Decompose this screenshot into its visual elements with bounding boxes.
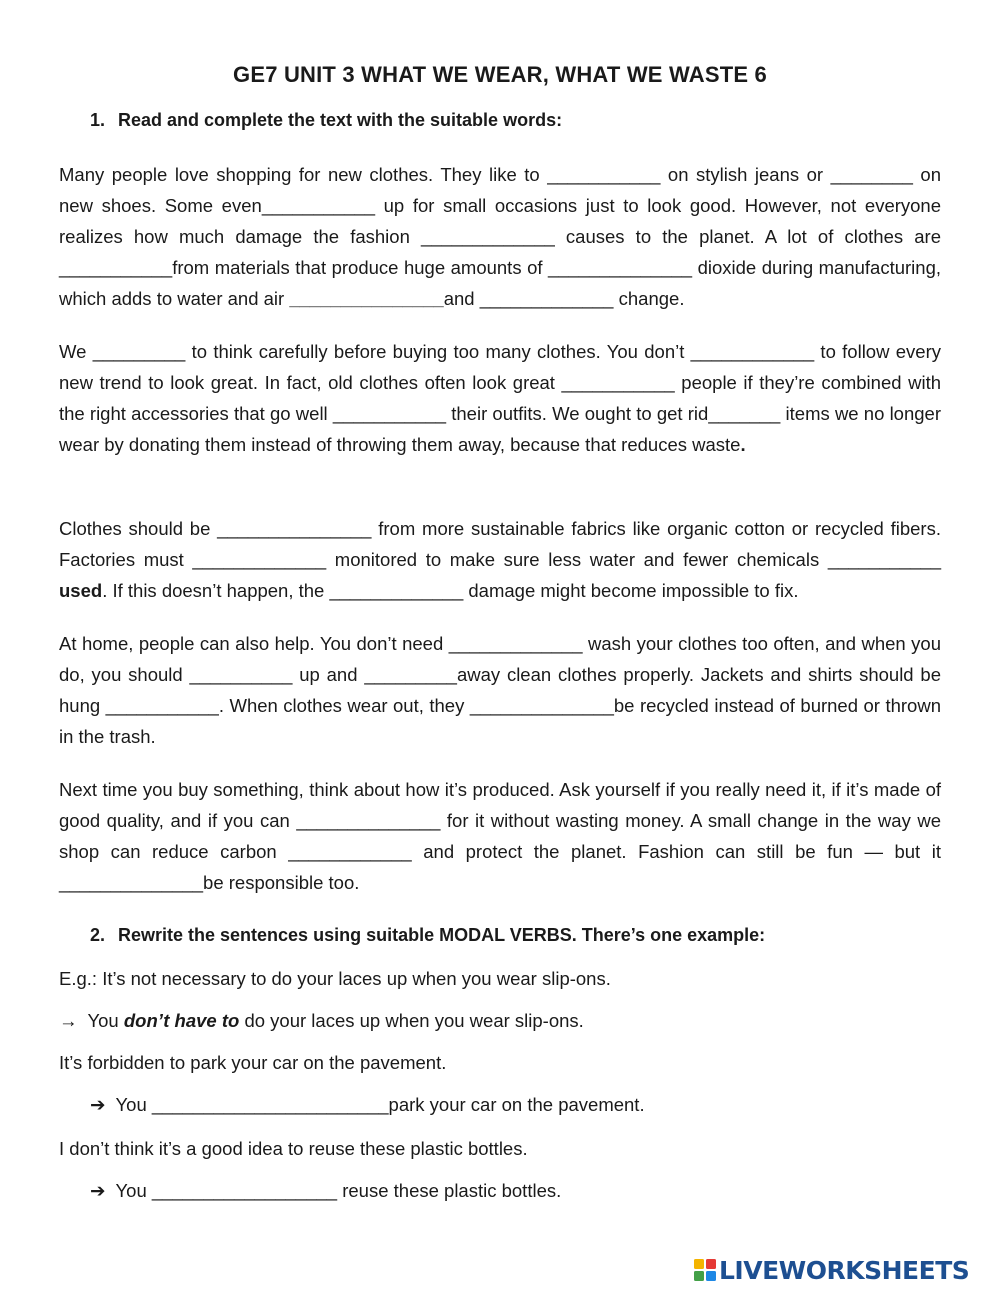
fill-in-blank[interactable]: ______________ bbox=[59, 871, 204, 893]
paragraph-text: on stylish jeans or bbox=[660, 164, 831, 185]
exercise-2-prefix: You bbox=[115, 1180, 152, 1201]
exercise-1-blank[interactable]: _______________________ bbox=[151, 1094, 389, 1115]
exercise-1-prefix: You bbox=[115, 1094, 152, 1115]
example-answer-suffix: do your laces up when you wear slip-ons. bbox=[239, 1010, 584, 1031]
liveworksheets-logo-icon bbox=[693, 1258, 717, 1282]
fill-in-blank[interactable]: ___________ bbox=[332, 402, 447, 424]
section-2-heading-text: Rewrite the sentences using suitable MODAL VERBS. There’s one example: bbox=[118, 925, 766, 945]
fill-in-blank[interactable]: _________ bbox=[364, 663, 457, 685]
section-1-number: 1. bbox=[90, 110, 106, 130]
exercise-1-suffix: park your car on the pavement. bbox=[388, 1094, 645, 1115]
fill-in-blank[interactable]: _____________ bbox=[448, 633, 583, 654]
section-1-heading-text: Read and complete the text with the suitable words: bbox=[118, 110, 563, 130]
section-2-heading bbox=[90, 925, 765, 946]
fill-in-blank[interactable]: ___________ bbox=[261, 194, 375, 216]
paragraph-text: dioxide during manufacturing, which adds to water and air bbox=[59, 256, 941, 309]
fill-in-blank[interactable]: ________ bbox=[830, 164, 913, 185]
fill-in-blank[interactable]: ___________ bbox=[59, 256, 173, 278]
fill-in-blank[interactable]: ______________ bbox=[548, 256, 693, 278]
paragraph-5 bbox=[59, 775, 941, 899]
fill-in-blank[interactable]: _____________ bbox=[479, 287, 614, 309]
example-answer-prefix: You bbox=[87, 1010, 124, 1031]
paragraph-text: wash your clothes too often, and when you do, you should bbox=[59, 633, 941, 685]
example-modal: don’t have to bbox=[123, 1010, 240, 1031]
paragraph-text: and protect the planet. Fashion can still be fun — but it bbox=[411, 840, 941, 862]
fill-in-blank[interactable]: __________ bbox=[189, 663, 293, 685]
fill-in-blank[interactable]: ____________ bbox=[288, 840, 412, 862]
fill-in-blank[interactable]: _____________ bbox=[192, 548, 327, 570]
worksheet-title: GE7 UNIT 3 WHAT WE WEAR, WHAT WE WASTE 6 bbox=[233, 62, 767, 87]
paragraph-text: people if they’re combined with the right accessories that go well bbox=[59, 371, 941, 424]
paragraph-text: from more sustainable fabrics like organic cotton or recycled fibers. Factories must bbox=[59, 518, 941, 570]
logo-text: LIVEWORKSHEETS bbox=[719, 1255, 970, 1285]
fill-in-blank[interactable]: ___________ bbox=[105, 694, 219, 716]
exercise-2-answer bbox=[90, 1180, 561, 1202]
paragraph-text: be recycled instead of burned or thrown in the trash. bbox=[59, 694, 941, 747]
example-sentence: E.g.: It’s not necessary to do your laces up when you wear slip-ons. bbox=[59, 968, 611, 989]
right-arrow-icon: → bbox=[59, 1010, 78, 1031]
paragraph-text: . When clothes wear out, they bbox=[218, 694, 470, 716]
liveworksheets-logo[interactable] bbox=[693, 1255, 969, 1285]
paragraph-text: We bbox=[59, 341, 93, 362]
exercise-2-suffix: reuse these plastic bottles. bbox=[337, 1180, 562, 1201]
exercise-2-blank[interactable]: __________________ bbox=[151, 1180, 338, 1201]
fill-in-blank[interactable]: ______________ bbox=[296, 809, 441, 831]
example-answer bbox=[59, 1010, 584, 1032]
section-1-heading bbox=[90, 110, 562, 131]
paragraph-text: to think carefully before buying too many clothes. You don’t bbox=[185, 341, 691, 362]
paragraph-text: be responsible too. bbox=[203, 871, 360, 893]
paragraph-text: Clothes should be bbox=[59, 518, 218, 539]
paragraph-3 bbox=[59, 514, 941, 607]
paragraph-text: change. bbox=[613, 287, 685, 309]
fill-in-blank[interactable]: _________ bbox=[92, 341, 186, 362]
paragraph-text: away clean clothes properly. Jackets and shirts should be hung bbox=[59, 663, 941, 716]
fill-in-blank[interactable]: _____________ bbox=[421, 225, 555, 247]
paragraph-text: their outfits. We ought to get rid bbox=[446, 402, 709, 424]
paragraph-2 bbox=[59, 337, 941, 461]
paragraph-text: to follow every new trend to look great. In fact, old clothes often look great bbox=[59, 341, 941, 393]
paragraph-text: items we no longer wear by donating them instead of throwing them away, because that reduces waste bbox=[59, 402, 941, 455]
paragraph-text: monitored to make sure less water and fewer chemicals bbox=[326, 548, 828, 570]
paragraph-text: on new shoes. Some even bbox=[59, 164, 941, 216]
paragraph-text: up and bbox=[292, 663, 365, 685]
paragraph-text: from materials that produce huge amounts of bbox=[172, 256, 549, 278]
paragraph-text: damage might become impossible to fix. bbox=[463, 579, 799, 601]
fill-in-blank[interactable]: _______________ bbox=[217, 518, 372, 539]
fill-in-blank[interactable]: _______ bbox=[708, 402, 781, 424]
fill-in-blank[interactable]: _______________ bbox=[289, 287, 444, 309]
fill-in-blank[interactable]: ____________ bbox=[690, 341, 815, 362]
exercise-1-prompt: It’s forbidden to park your car on the pavement. bbox=[59, 1052, 447, 1073]
fill-in-blank[interactable]: ___________ bbox=[547, 164, 661, 185]
paragraph-text: Next time you buy something, think about how it’s produced. Ask yourself if you really need it, if it’s made of good quality, and if you can bbox=[59, 779, 941, 831]
paragraph-text: . If this doesn’t happen, the bbox=[102, 579, 330, 601]
paragraph-text: At home, people can also help. You don’t need bbox=[59, 633, 449, 654]
paragraph-text: for it without wasting money. A small change in the way we shop can reduce carbon bbox=[59, 809, 941, 862]
right-arrow-icon: ➔ bbox=[90, 1180, 106, 1201]
paragraph-text: causes to the planet. A lot of clothes are bbox=[554, 225, 941, 247]
paragraph-text: Many people love shopping for new clothes. They like to bbox=[59, 164, 548, 185]
paragraph-text: and bbox=[443, 287, 480, 309]
bold-text: . bbox=[740, 433, 746, 455]
fill-in-blank[interactable]: ___________ bbox=[561, 371, 675, 393]
section-2-number: 2. bbox=[90, 925, 106, 945]
right-arrow-icon: ➔ bbox=[90, 1094, 106, 1115]
exercise-1-answer bbox=[90, 1094, 645, 1116]
fill-in-blank[interactable]: ______________ bbox=[469, 694, 614, 716]
paragraph-4 bbox=[59, 629, 941, 753]
exercise-2-prompt: I don’t think it’s a good idea to reuse these plastic bottles. bbox=[59, 1138, 528, 1159]
fill-in-blank[interactable]: ___________ bbox=[827, 548, 942, 570]
paragraph-1 bbox=[59, 160, 941, 315]
paragraph-text: up for small occasions just to look good. However, not everyone realizes how much damage the fashion bbox=[59, 194, 942, 247]
bold-text: used bbox=[59, 579, 103, 601]
fill-in-blank[interactable]: _____________ bbox=[329, 579, 464, 601]
